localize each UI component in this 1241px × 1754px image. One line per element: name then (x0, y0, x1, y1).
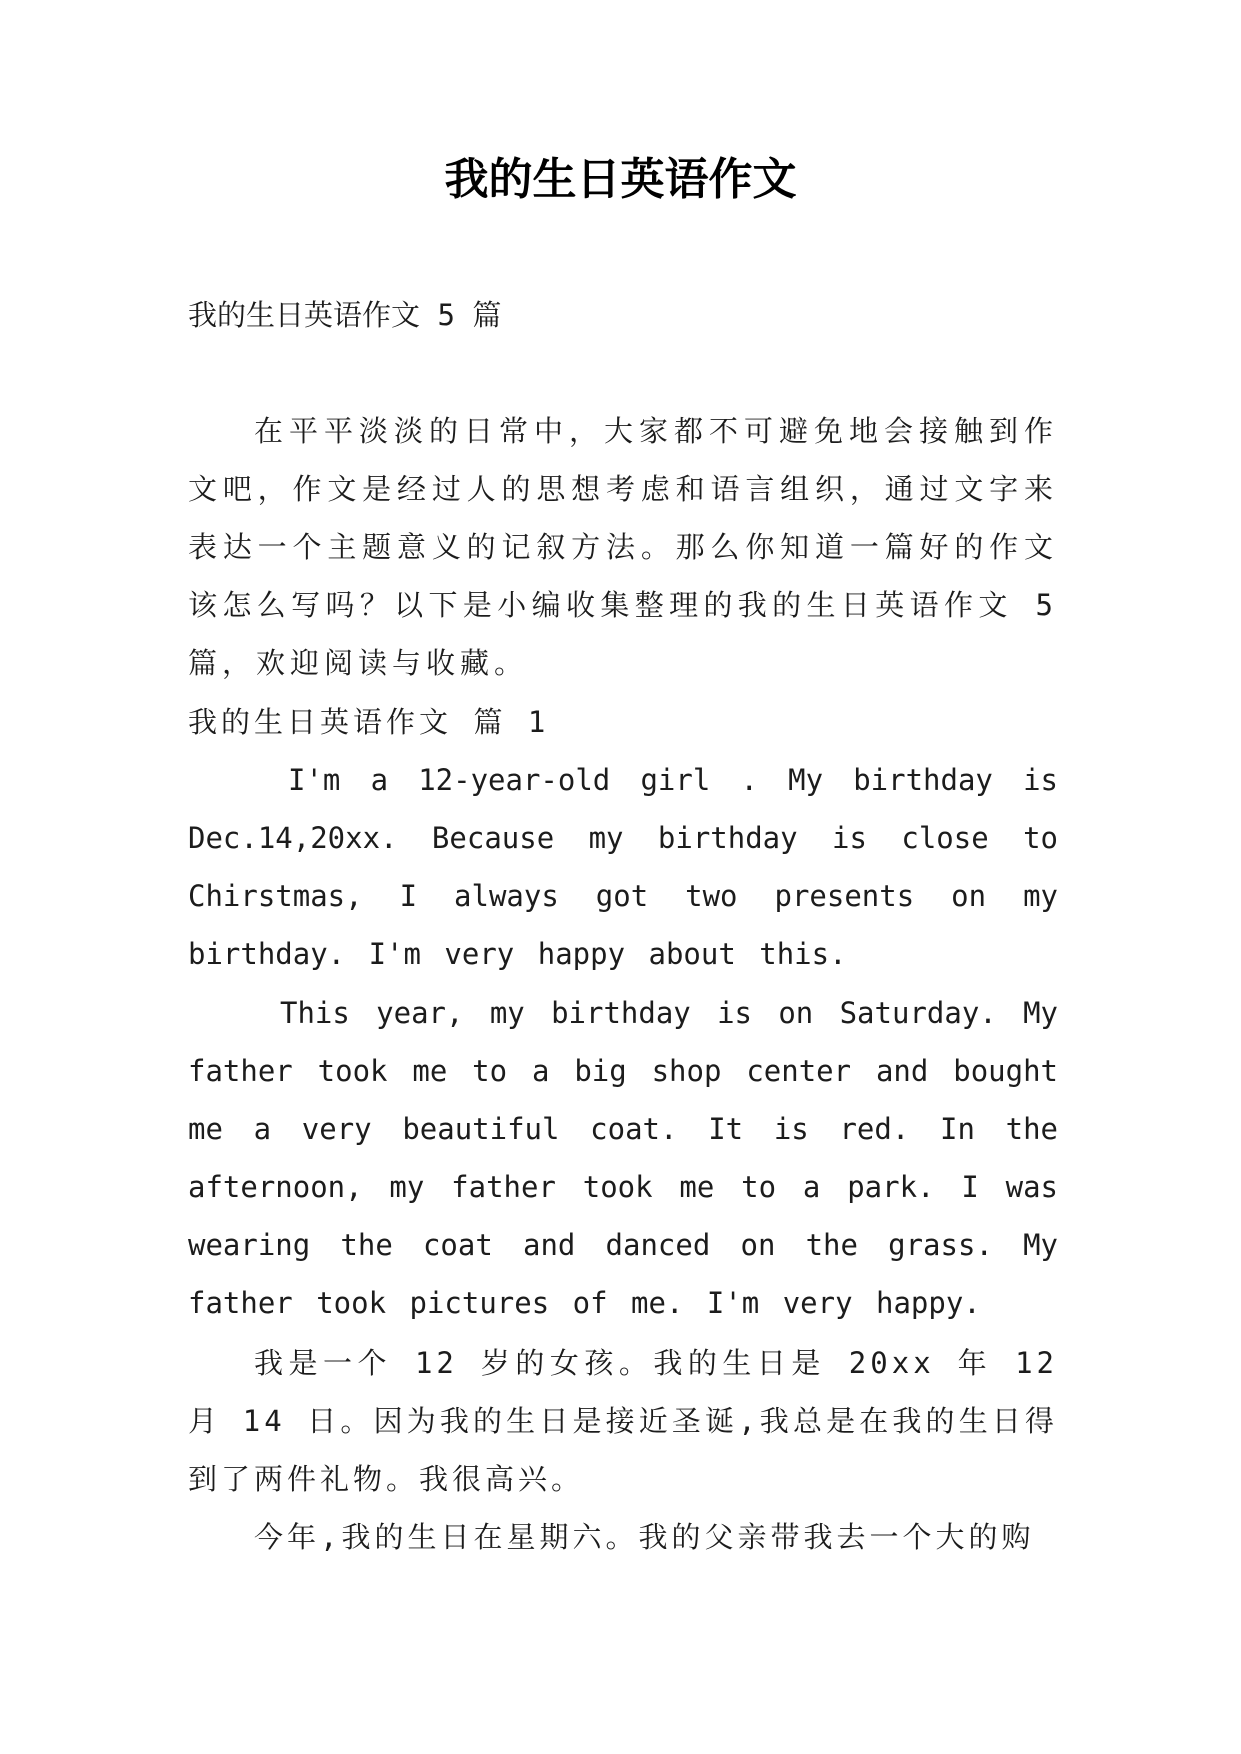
section-heading: 我的生日英语作文 篇 1 (188, 705, 550, 739)
english-paragraph-2: This year, my birthday is on Saturday. My father took me to a big shop center and bought me a very beautiful coat. It is red. In the afternoon, my father took me to a park. I was wearing the coat and danced on the grass. My father took pictures of me. I'm very happy. (188, 996, 1058, 1320)
english-paragraph-1: I'm a 12-year-old girl . My birthday is Dec.14,20xx. Because my birthday is close to Chirstmas, I always got two presents on my birthday. I'm very happy about this. (188, 763, 1058, 971)
chinese-paragraph-1: 我是一个 12 岁的女孩。我的生日是 20xx 年 12 月 14 日。因为我的生日是接近圣诞,我总是在我的生日得到了两件礼物。我很高兴。 (188, 1346, 1058, 1496)
document-title: 我的生日英语作文 (444, 154, 797, 205)
intro-paragraph: 在平平淡淡的日常中，大家都不可避免地会接触到作文吧，作文是经过人的思想考虑和语言组织，通过文字来表达一个主题意义的记叙方法。那么你知道一篇好的作文该怎么写吗？以下是小编收集整理的我的生日英语作文 5 篇，欢迎阅读与收藏。 (188, 414, 1058, 680)
document-subtitle: 我的生日英语作文 5 篇 (188, 298, 502, 332)
chinese-paragraph-2: 今年,我的生日在星期六。我的父亲带我去一个大的购 (254, 1520, 1035, 1554)
